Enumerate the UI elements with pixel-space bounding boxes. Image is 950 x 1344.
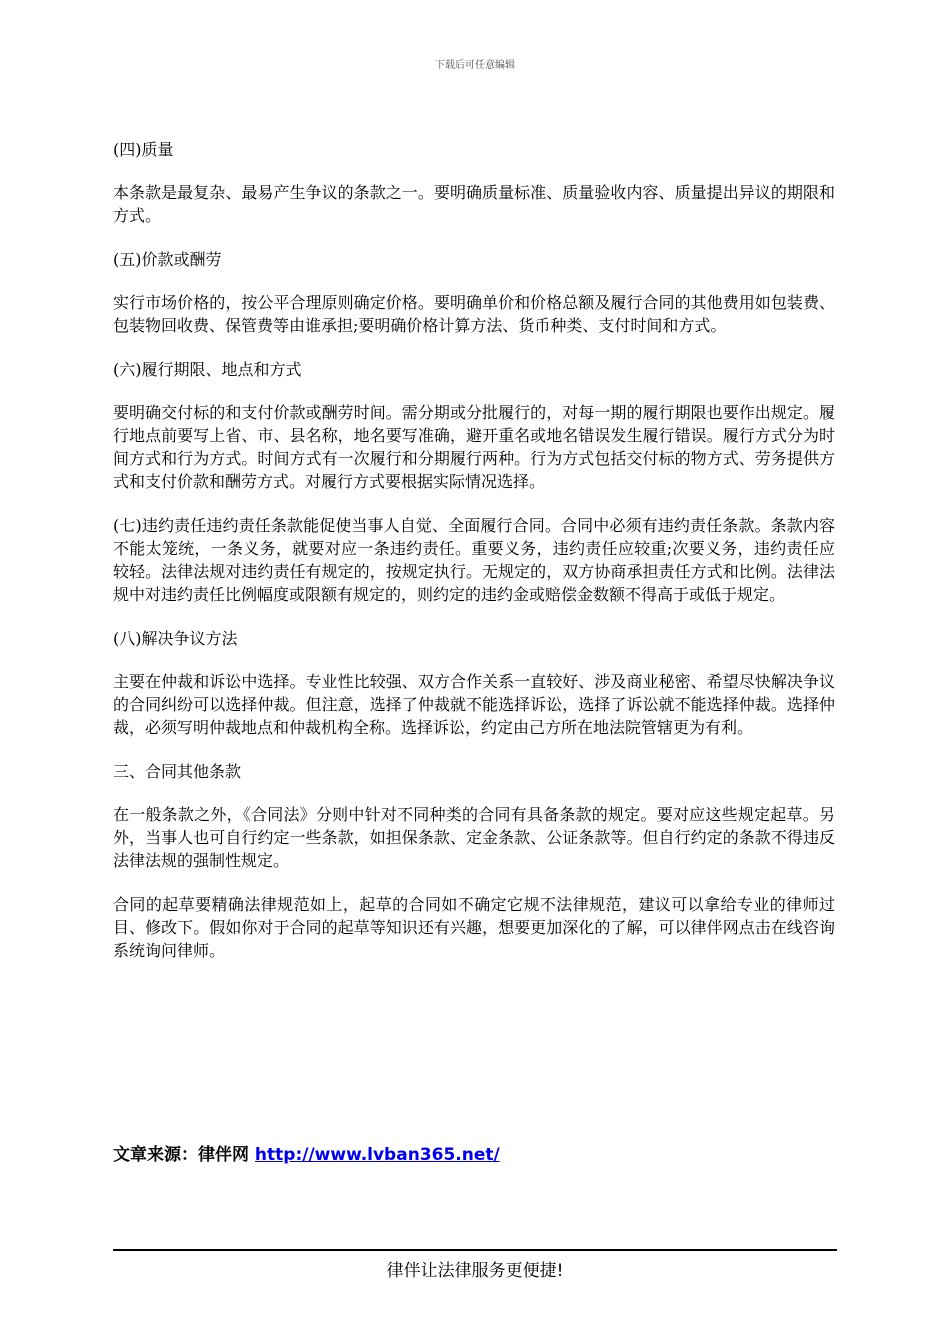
paragraph-price: 实行市场价格的，按公平合理原则确定价格。要明确单价和价格总额及履行合同的其他费用如包装费、包装物回收费、保管费等由谁承担;要明确价格计算方法、货币种类、支付时间和方式。	[113, 293, 835, 335]
section-heading-performance: (六)履行期限、地点和方式	[113, 360, 302, 379]
article-source	[113, 1140, 500, 1165]
footer-divider	[113, 1249, 837, 1251]
page-header-note: 下载后可任意编辑	[435, 60, 515, 71]
paragraph-dispute: 主要在仲裁和诉讼中选择。专业性比较强、双方合作关系一直较好、涉及商业秘密、希望尽快解决争议的合同纠纷可以选择仲裁。但注意，选择了仲裁就不能选择诉讼，选择了诉讼就不能选择仲裁。选择仲裁，必须写明仲裁地点和仲裁机构全称。选择诉讼，约定由己方所在地法院管辖更为有利。	[113, 672, 835, 737]
source-label: 文章来源：律伴网	[113, 1145, 249, 1165]
section-heading-quality: (四)质量	[113, 140, 174, 159]
paragraph-quality: 本条款是最复杂、最易产生争议的条款之一。要明确质量标准、质量验收内容、质量提出异议的期限和方式。	[113, 183, 835, 225]
section-heading-dispute: (八)解决争议方法	[113, 629, 238, 648]
source-link[interactable]: http://www.lvban365.net/	[254, 1145, 500, 1165]
paragraph-liability: (七)违约责任违约责任条款能促使当事人自觉、全面履行合同。合同中必须有违约责任条款。条款内容不能太笼统，一条义务，就要对应一条违约责任。重要义务，违约责任应较重;次要义务，违约责任应较轻。法律法规对违约责任有规定的，按规定执行。无规定的，双方协商承担责任方式和比例。法律法规中对违约责任比例幅度或限额有规定的，则约定的违约金或赔偿金数额不得高于或低于规定。	[113, 516, 835, 604]
paragraph-performance: 要明确交付标的和支付价款或酬劳时间。需分期或分批履行的，对每一期的履行期限也要作出规定。履行地点前要写上省、市、县名称，地名要写准确，避开重名或地名错误发生履行错误。履行方式分为时间方式和行为方式。时间方式有一次履行和分期履行两种。行为方式包括交付标的物方式、劳务提供方式和支付价款和酬劳方式。对履行方式要根据实际情况选择。	[113, 403, 835, 491]
document-body	[113, 138, 835, 983]
section-heading-price: (五)价款或酬劳	[113, 250, 222, 269]
section-heading-other-terms: 三、合同其他条款	[113, 762, 242, 781]
paragraph-conclusion: 合同的起草要精确法律规范如上，起草的合同如不确定它规不法律规范，建议可以拿给专业的律师过目、修改下。假如你对于合同的起草等知识还有兴趣，想要更加深化的了解，可以律伴网点击在线咨询系统询问律师。	[113, 895, 835, 960]
paragraph-other-terms: 在一般条款之外，《合同法》分则中针对不同种类的合同有具备条款的规定。要对应这些规定起草。另外，当事人也可自行约定一些条款，如担保条款、定金条款、公证条款等。但自行约定的条款不得违反法律法规的强制性规定。	[113, 805, 835, 870]
footer-slogan: 律伴让法律服务更便捷!	[386, 1261, 564, 1281]
